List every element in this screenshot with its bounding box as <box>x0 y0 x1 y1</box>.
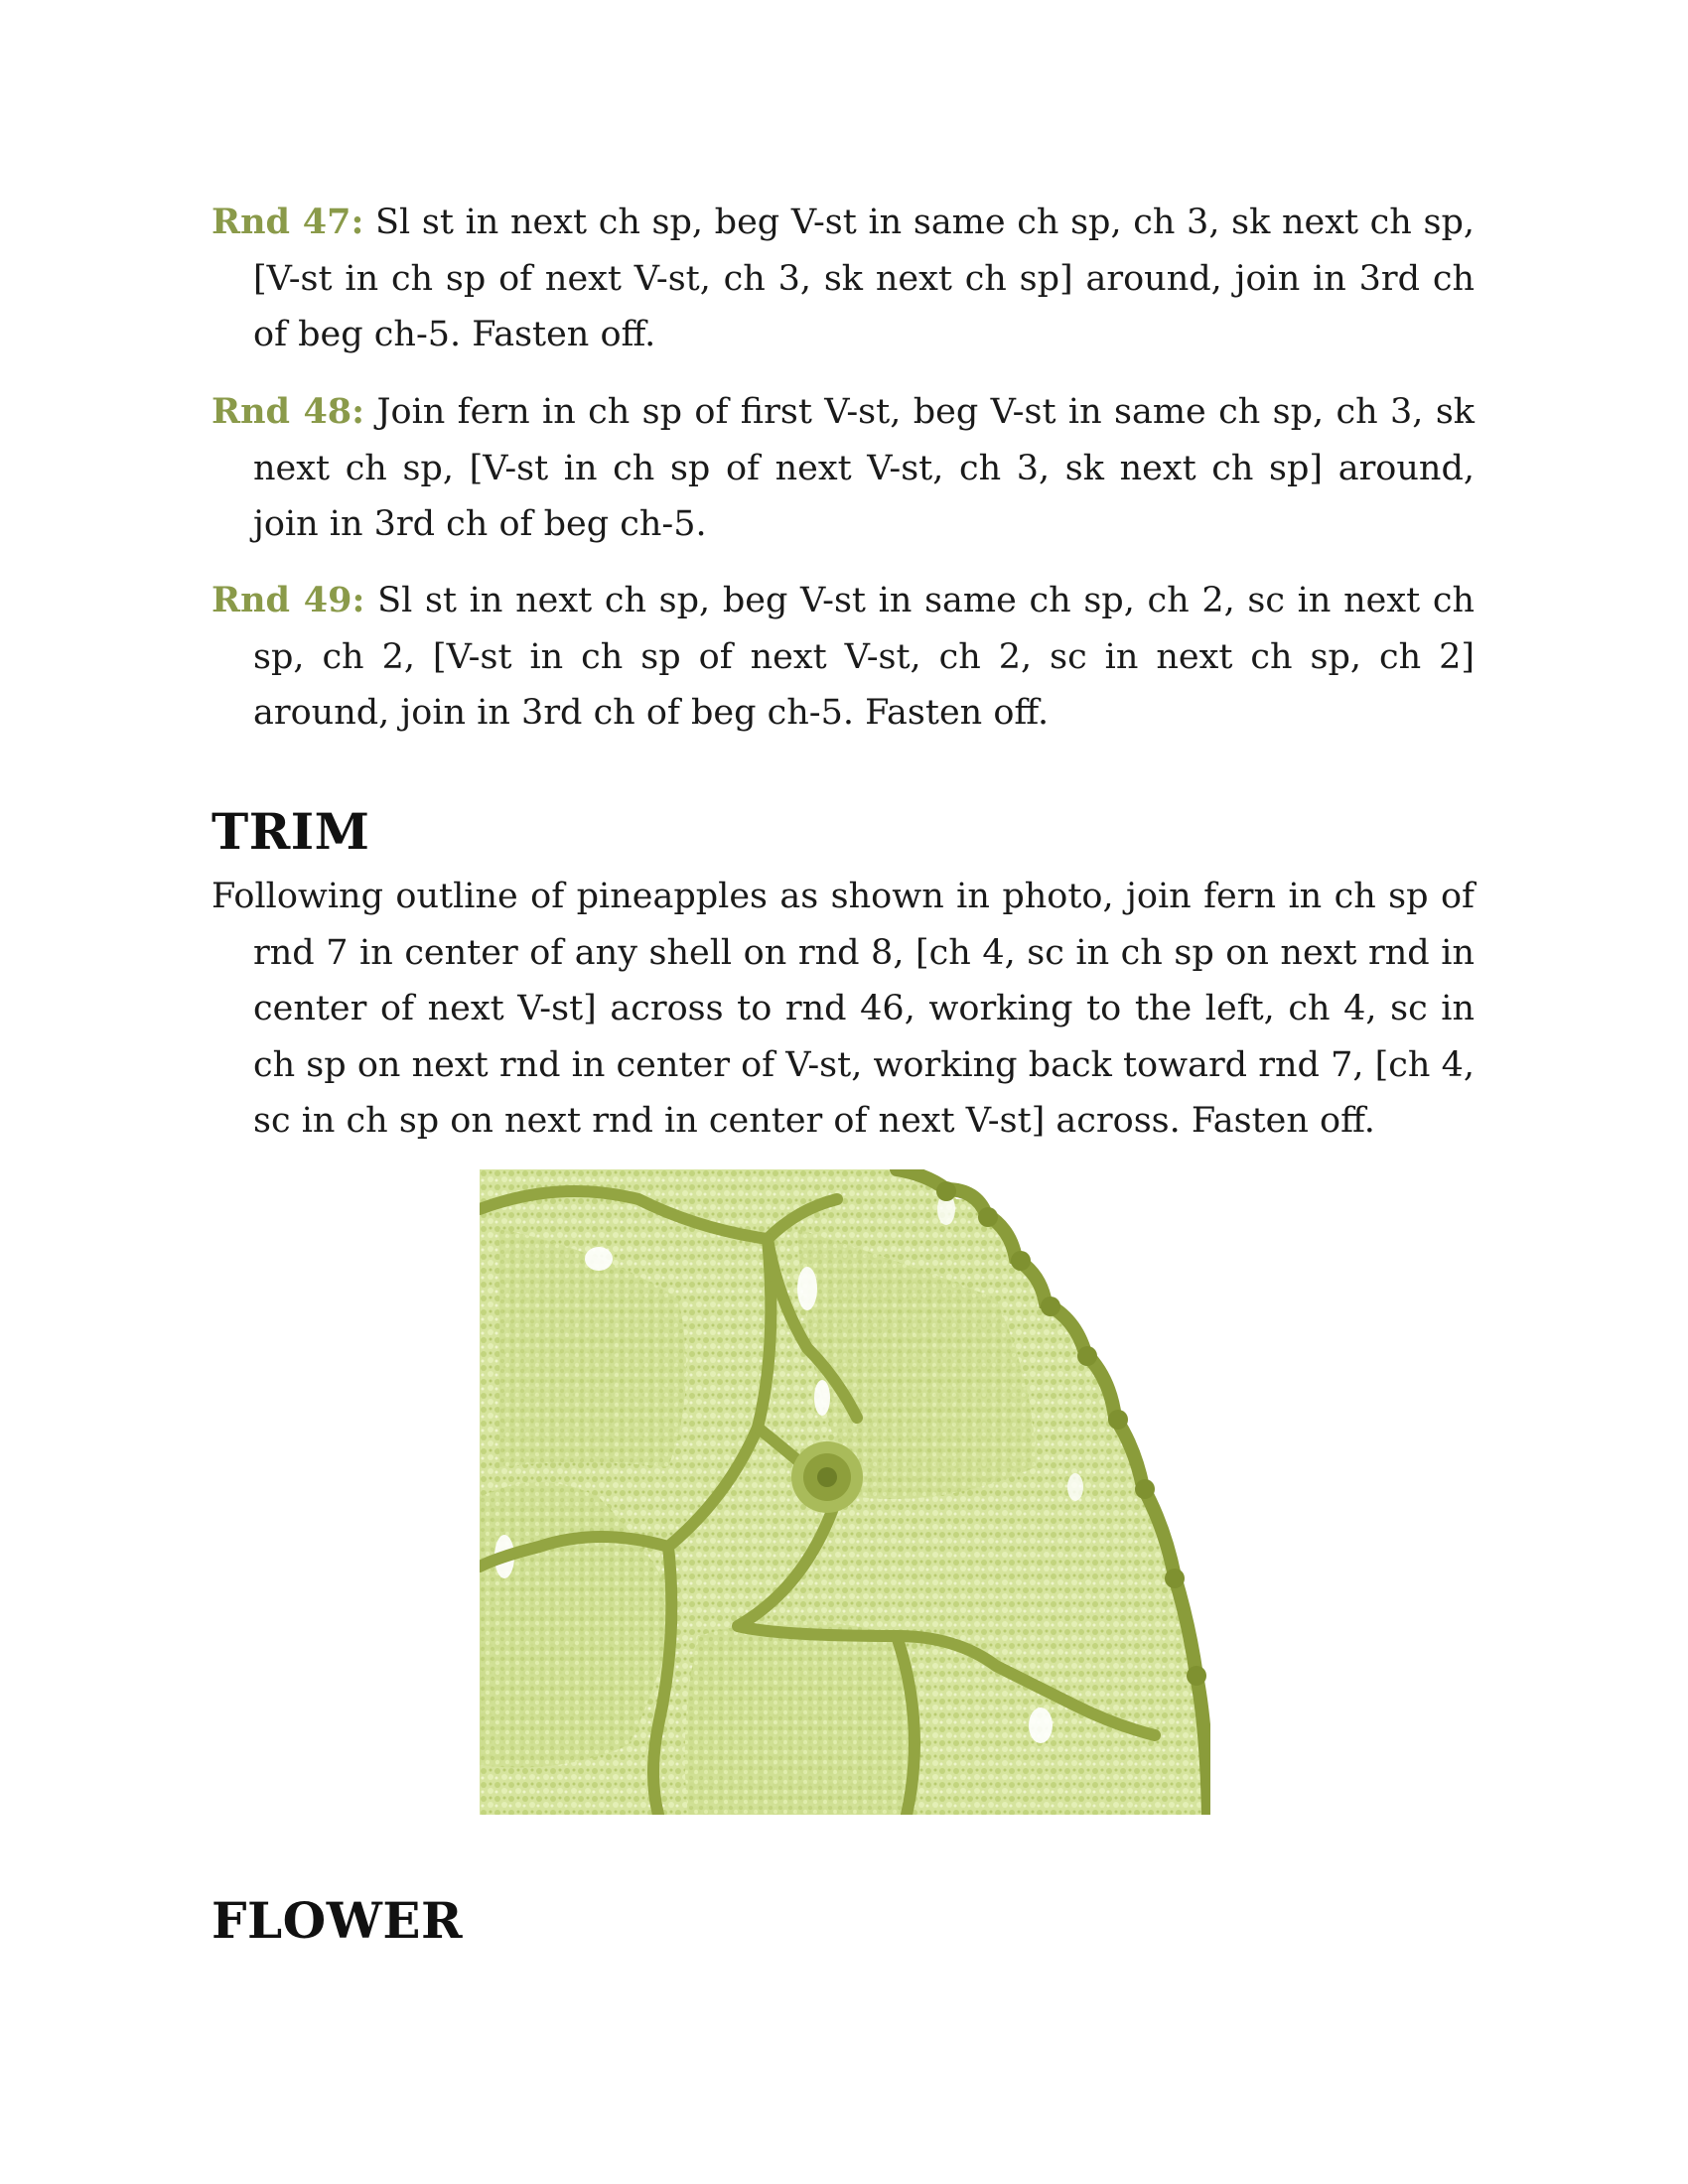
round-49-text: Sl st in next ch sp, beg V-st in same ch sp, ch 2, sc in next ch sp, ch 2, [V-st in ch sp of next V-st, ch 2, sc in next ch sp, ch 2] around, join in 3rd ch of beg ch-5. Fasten off. <box>253 581 1475 733</box>
round-47-text: Sl st in next ch sp, beg V-st in same ch sp, ch 3, sk next ch sp, [V-st in ch sp of next V-st, ch 3, sk next ch sp] around, join in 3rd ch of beg ch-5. Fasten off. <box>253 203 1475 354</box>
round-47-label: Rnd 47: <box>211 202 364 242</box>
round-49-paragraph <box>211 573 1475 742</box>
trim-paragraph: Following outline of pineapples as shown in photo, join fern in ch sp of rnd 7 in center of any shell on rnd 8, [ch 4, sc in ch sp on next rnd in center of next V-st] across to rnd 46, working to the left, ch 4, sc in ch sp on next rnd in center of V-st, working back toward rnd 7, [ch 4, sc in ch sp on next rnd in center of next V-st] across. Fasten off. <box>211 877 1475 1141</box>
trim-heading: TRIM <box>211 802 370 861</box>
round-48-label: Rnd 48: <box>211 391 365 432</box>
round-47-paragraph <box>211 195 1475 363</box>
round-48-text: Join fern in ch sp of first V-st, beg V-st in same ch sp, ch 3, sk next ch sp, [V-st in ch sp of next V-st, ch 3, sk next ch sp] around, join in 3rd ch of beg ch-5. <box>253 392 1475 544</box>
round-48-paragraph <box>211 384 1475 553</box>
round-49-label: Rnd 49: <box>211 580 365 620</box>
doily-photo <box>480 1169 1210 1815</box>
flower-heading: FLOWER <box>211 1891 464 1950</box>
